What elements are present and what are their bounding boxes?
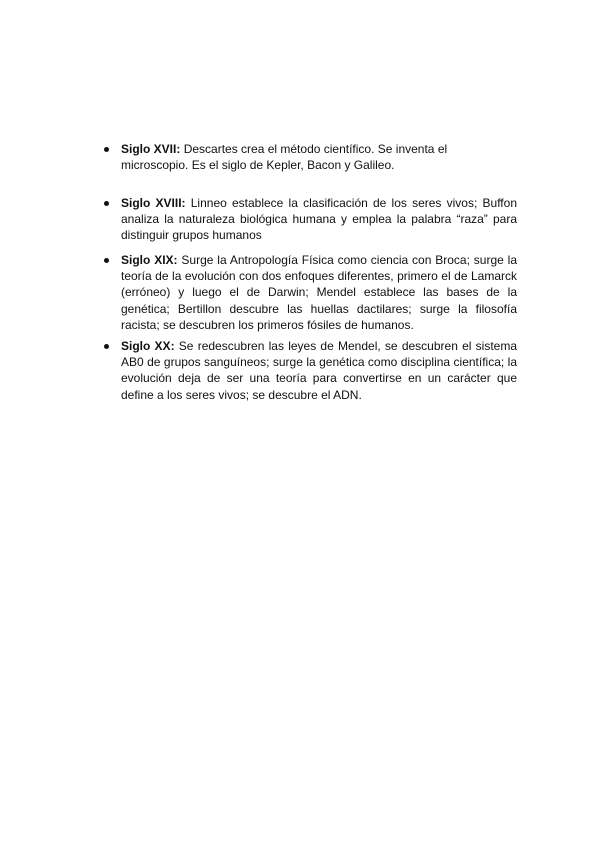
item-label: Siglo XX: (121, 339, 175, 353)
bullet-icon (104, 201, 109, 206)
bullet-icon (104, 147, 109, 152)
item-text: Surge la Antropología Física como ciencia con Broca; surge la teoría de la evolución con dos enfoques diferentes, primero el de Lamarck (erróneo) y luego el de Darwin; Mendel establece las bases de la genética; Bertillon descubre las huellas dactilares; surge la filosofía racista; se descubren los primeros fósiles de humanos. (121, 253, 517, 332)
item-label: Siglo XIX: (121, 253, 178, 267)
bullet-icon (104, 344, 109, 349)
item-text: Se redescubren las leyes de Mendel, se descubren el sistema AB0 de grupos sanguíneos; surge la genética como disciplina científica; la evolución deja de ser una teoría para convertirse en un carácter que define a los seres vivos; se descubre el ADN. (121, 339, 517, 402)
item-text: Descartes crea el método científico. Se inventa el microscopio. Es el siglo de Kepler, Bacon y Galileo. (121, 142, 448, 173)
bullet-icon (104, 258, 109, 263)
item-label: Siglo XVIII: (121, 196, 186, 210)
item-label: Siglo XVII: (121, 142, 181, 156)
item-text: Linneo establece la clasificación de los seres vivos; Buffon analiza la naturaleza biológica humana y emplea la palabra “raza” para distinguir grupos humanos (121, 196, 517, 243)
